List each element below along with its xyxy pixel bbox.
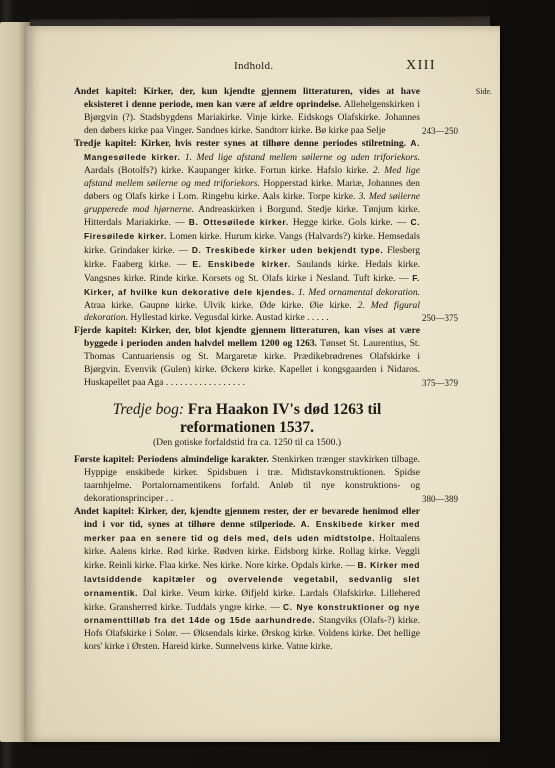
subsection-text: Lomen kirke. Hurum kirke. Vangs (Halvards?) kirke. Hemsedals kirke. Grindaker kirke. — — [84, 231, 420, 257]
subsection-text: Holtaalens kirke. Aalens kirke. Rød kirke. Rødven kirke. Eidsborg kirke. Rollag kirke. Veggli kirke. Reinli kirke. Flaa kirke. Nes kirke. Nore kirke. Opdals kirke. — — [84, 533, 420, 571]
page-range: 243—250 — [422, 125, 458, 136]
subsection-text: Hopperstad kirke. Mariæ, Johannes den døbers og Olafs kirke i Lom. Ringebu kirke. Aals kirke. Torpe kirke. — [84, 177, 420, 202]
book-page — [26, 26, 500, 742]
toc-entry-forste-kapitel — [74, 454, 458, 505]
subsection-text: Andreaskirken i Borgund. Stedje kirke. Tønjum kirke. Hitterdals Mariakirke. — — [84, 203, 420, 229]
subsection-text: Hegge kirke. Gols kirke. — — [292, 217, 407, 229]
table-of-contents — [74, 86, 494, 654]
subsection-label: A. Enskibede kirker med merker paa en senere tid og dels med, dels uden midtstolpe. — [84, 519, 420, 544]
subsection-label: A. Mangesøilede kirker. — [84, 138, 420, 163]
subsection-sub: 2. Med figural dekoration. — [84, 299, 420, 324]
page-range: 380—389 — [422, 493, 458, 504]
subsection-label: D. Treskibede kirker uden bekjendt type. — [191, 245, 384, 256]
subsection-sub: 2. Med lige afstand mellem søilerne og med triforiekors. — [84, 165, 420, 189]
toc-entry-andet-kapitel — [74, 86, 492, 137]
chapter-text: Allehelgenskirken i Bjørgvin (?). Stadsbygdens Mariakirke. Vinje kirke. Eidskogs Olafskirke. Johannes den døbers kirke paa Vinger. Sandnes kirke. Sandtorr kirke. Bø kirke paa Selje — [84, 98, 420, 136]
section-title: Fra Haakon IV's død 1263 til reformationen 1537. — [179, 401, 382, 437]
subsection-text: Stangviks (Olafs-?) kirke. Hofs Olafskirke i Solør. — Øksendals kirke. Ørskog kirke. Voldens kirke. Det hellige kors' kirke i Ørsten. Hareid kirke. Sunnelvens kirke. Vatne kirke. — [84, 615, 420, 653]
subsection-text: Hyllestad kirke. Vegusdal kirke. Austad kirke . . . . . — [130, 312, 329, 324]
chapter-label: Første kapitel: Periodens almindelige karakter. — [74, 454, 269, 466]
subsection-label: C. Firesøilede kirker. — [84, 217, 421, 242]
subsection-sub: 3. Med søilerne grupperede mod hjørnerne. — [84, 190, 421, 215]
subsection-label: B. Ottesøilede kirker. — [188, 217, 289, 228]
toc-entry-tredje-kapitel — [74, 137, 458, 325]
side-column-label: Side. — [475, 87, 492, 96]
subsection-text: Saulands kirke. Hedals kirke. Vangsnes kirke. Rinde kirke. Korsets og St. Olafs kirke i Nesland. Tuft kirke. — — [84, 258, 421, 284]
chapter-text: Tønset St. Laurentius, St. Thomas Cantuariensis og St. Margaretæ kirke. Prædikebrødrenes Olafskirke i Bjørgvin. Evenvik (Gulen) kirke. Øckerø kirke. Kapellet i kongsgaarden i Nidaros. Huskapellet paa Aga . . . . . . . . . . . . . . . . . — [84, 338, 420, 388]
subsection-label: E. Enskibede kirker. — [192, 258, 291, 269]
chapter-label: Fjerde kapitel: Kirker, der, blot kjendte gjennem litteraturen, kan vises at være byggede i perioden anden halvdel mellem 1200 og 1263. — [74, 325, 420, 350]
page-range: 250—375 — [422, 313, 458, 324]
running-head — [26, 56, 500, 76]
section-prefix: Tredje bog: — [112, 401, 185, 419]
page-number: XIII — [406, 58, 437, 73]
toc-entry-fjerde-kapitel — [74, 325, 458, 389]
toc-entry-andet-kapitel-tredje-bog — [74, 506, 420, 654]
page-range: 375—379 — [422, 377, 458, 388]
subsection-text: Atraa kirke. Gaupne kirke. Ulvik kirke. Øde kirke. Øie kirke. — [84, 299, 352, 311]
subsection-label: F. Kirker, af hvilke kun dekorative dele kjendes. — [84, 272, 420, 297]
chapter-text: Stenkirken trænger stavkirken tilbage. Hyppige enskibede kirker. Spidsbuen i træ. Midtstavkonstruktionen. Spidse taarnhjelme. Portalornamentikens forfald. Anløb til nye konstruktions- og dekorationsprinciper . . — [84, 454, 420, 504]
subsection-sub: 1. Med lige afstand mellem søilerne og uden triforiekors. — [184, 152, 420, 164]
chapter-label: Tredje kapitel: Kirker, hvis rester synes at tilhøre denne periodes stilretning. — [74, 138, 407, 150]
chapter-label: Andet kapitel: Kirker, der, kjendte gjennem rester, der er bevarede henimod eller ind i vor tid, synes at tilhøre denne stilperiode. — [74, 505, 420, 531]
subsection-label: B. Kirker med lavtsiddende kapitæler og overvelende vegetabil, sedvanlig slet ornamentik. — [84, 560, 420, 598]
subsection-text: Dal kirke. Veum kirke. Øifjeld kirke. Lardals Olafskirke. Lillehered kirke. Gransherred kirke. Tuddals yngre kirke. — — [84, 587, 420, 613]
section-subtitle: (Den gotiske forfaldstid fra ca. 1250 til ca 1500.) — [152, 437, 342, 449]
subsection-label: C. Nye konstruktioner og nye ornamenttilløb fra det 14de og 15de aarhundrede. — [84, 601, 420, 626]
running-title: Indhold. — [234, 60, 274, 72]
subsection-text: Aardals (Botolfs?) kirke. Kaupanger kirke. Fortun kirke. Hafslo kirke. — [84, 165, 369, 177]
subsection-text: Flesberg kirke. Faaberg kirke. — — [84, 245, 420, 270]
subsection-sub: 1. Med ornamental dekoration. — [297, 286, 421, 298]
book-section-heading — [74, 401, 420, 437]
chapter-label: Andet kapitel: Kirker, der, kun kjendte gjennem litteraturen, vides at have eksisteret i denne periode, men kan være af ældre oprindelse. — [74, 86, 420, 110]
